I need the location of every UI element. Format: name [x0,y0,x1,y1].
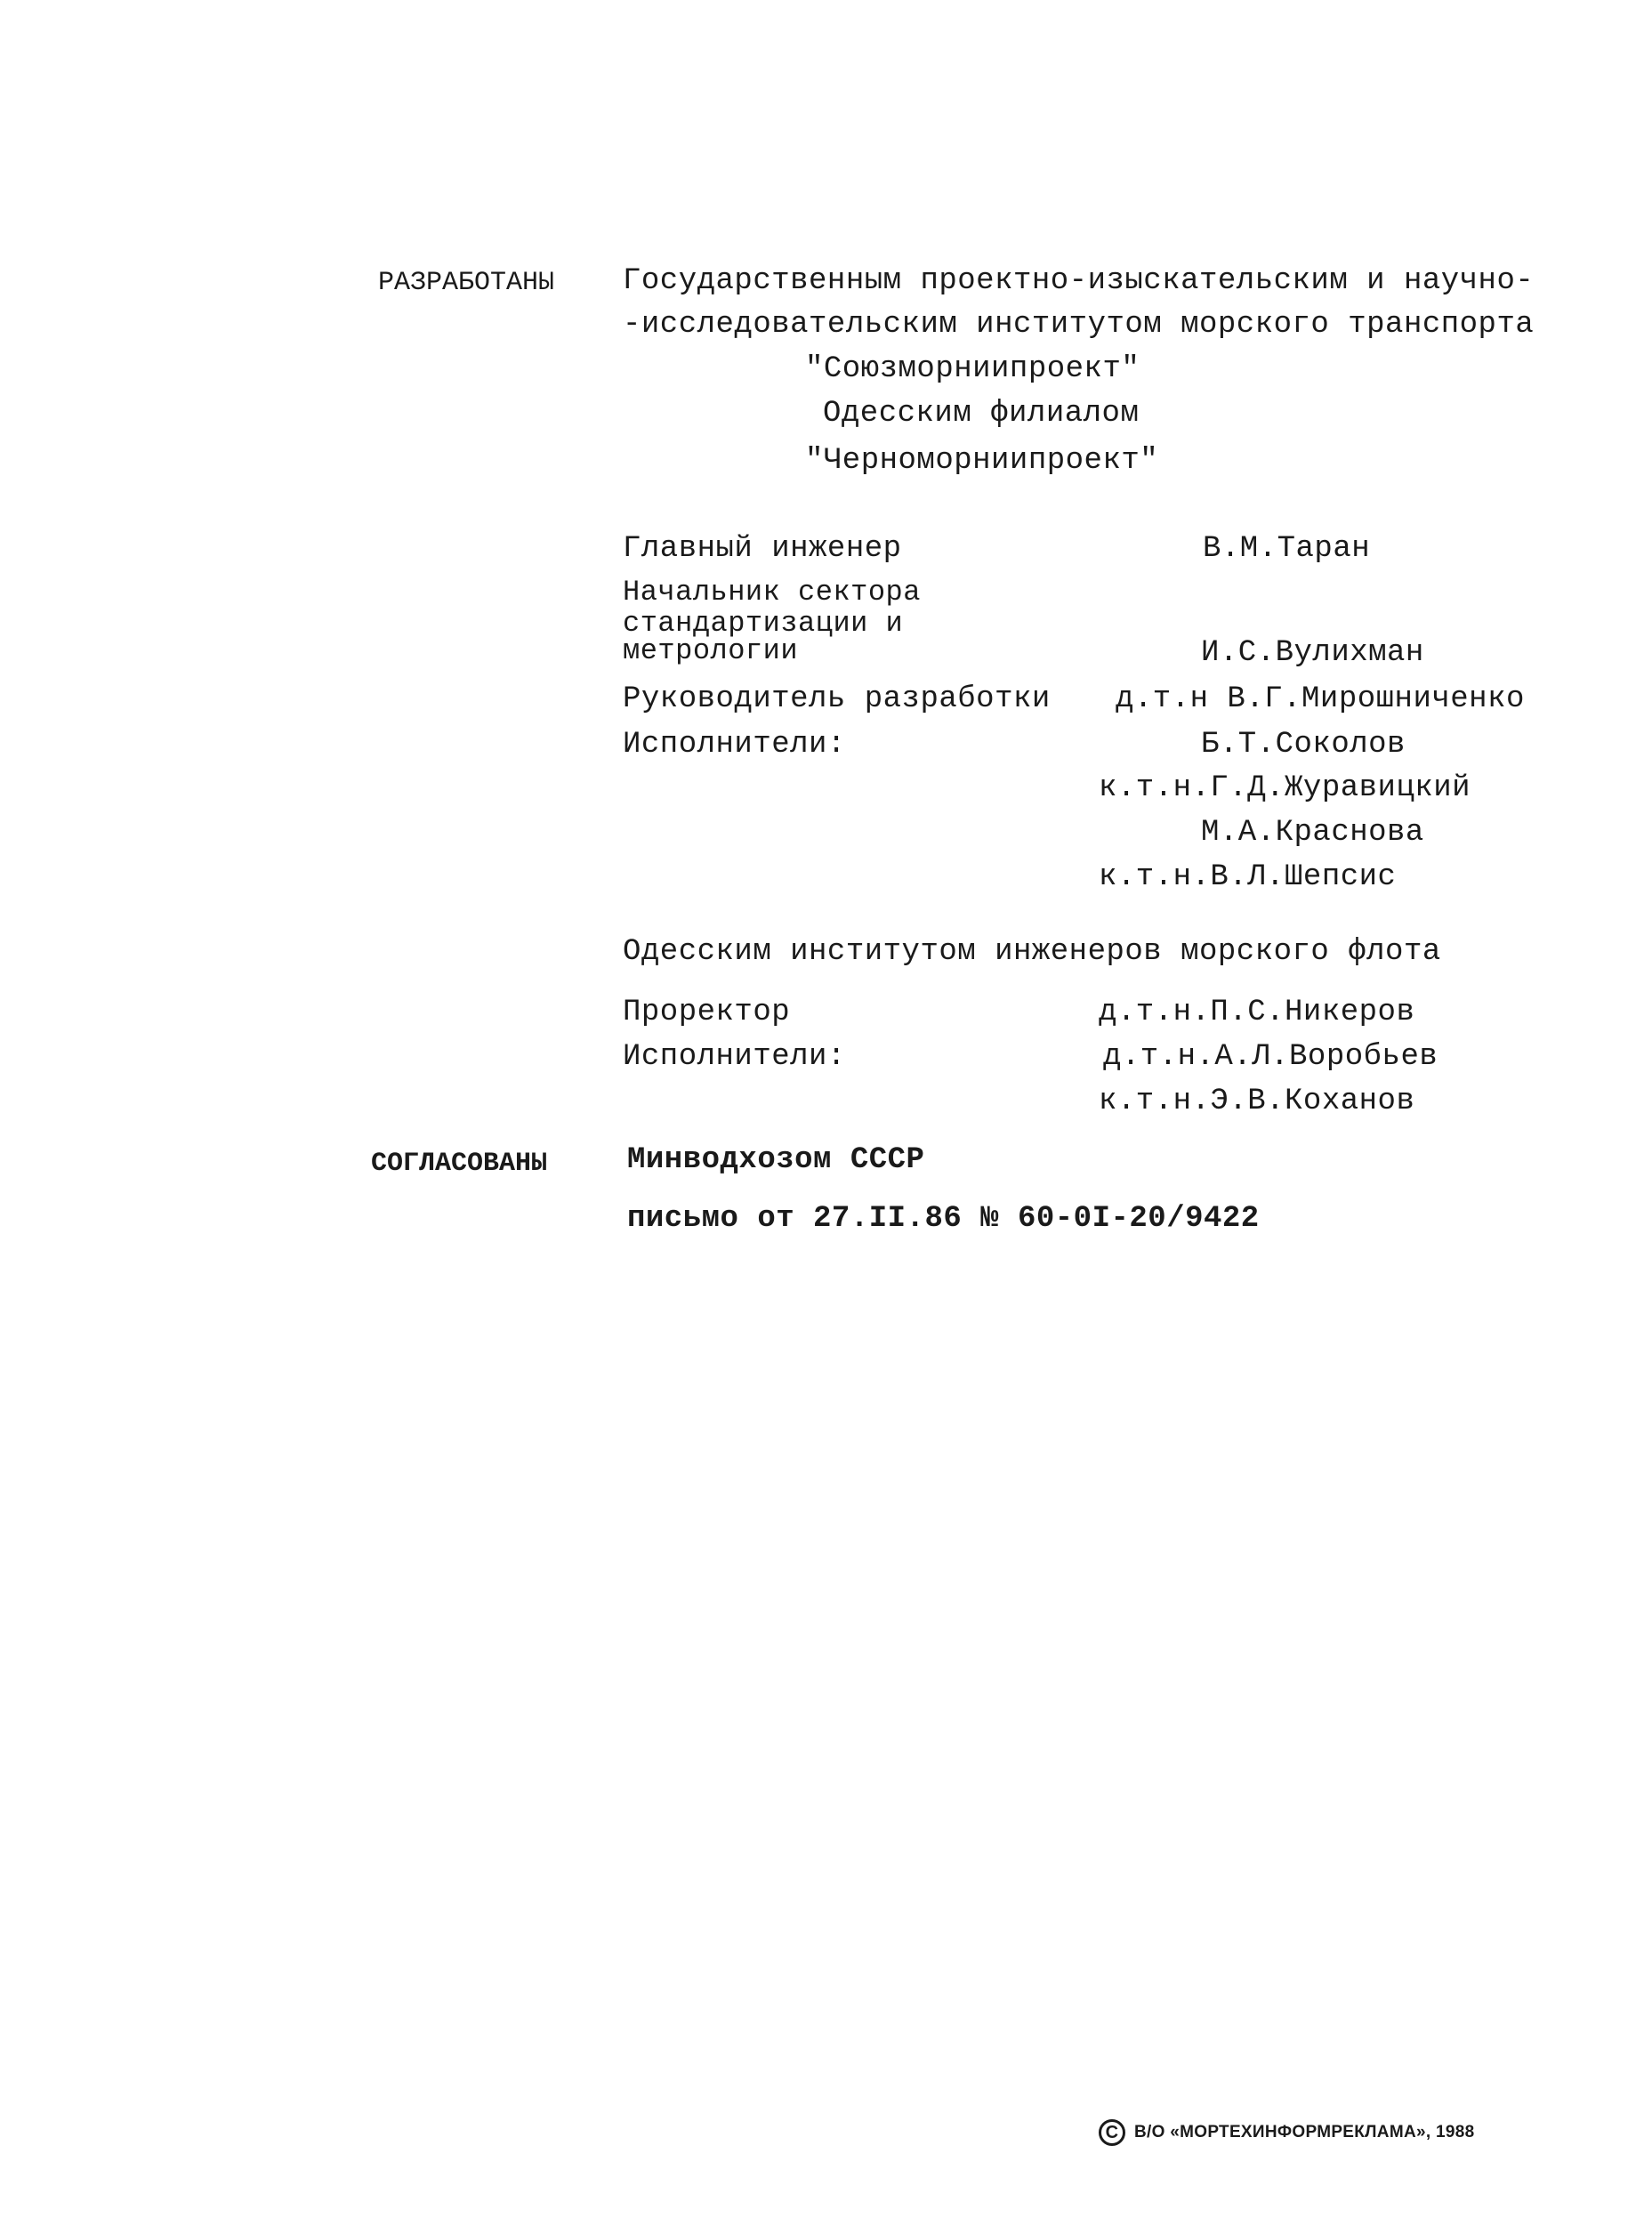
developed-org-line-5: "Черноморниипроект" [805,444,1159,478]
staff-role-chief-engineer: Главный инженер [623,532,902,566]
performer-name-3: М.А.Краснова [1201,816,1424,850]
staff-2-role-performers: Исполнители: [623,1040,846,1074]
staff-2-role-prorector: Проректор [623,996,791,1029]
developed-org-line-1: Государственным проектно-изыскательским и научно- [623,264,1535,298]
developed-org-line-3: "Союзморниипроект" [805,352,1140,386]
staff-2-name-performer-1: д.т.н.А.Л.Воробьев [1103,1040,1438,1074]
staff-name-lead-developer: д.т.н В.Г.Мирошниченко [1116,682,1525,716]
copyright-notice [1099,2119,1474,2146]
staff-2-name-prorector: д.т.н.П.С.Никеров [1099,996,1415,1029]
staff-name-performer-1: Б.Т.Соколов [1201,728,1406,762]
copyright-icon: C [1099,2119,1125,2146]
staff-name-chief-engineer: В.М.Таран [1203,532,1371,566]
performer-name-2: к.т.н.Г.Д.Журавицкий [1099,771,1471,805]
developed-label: РАЗРАБОТАНЫ [378,268,555,298]
staff-2-name-performer-2: к.т.н.Э.В.Коханов [1099,1085,1415,1118]
staff-role-sector-head-line-1: Начальник сектора [623,576,921,609]
developed-org-line-2: -исследовательским институтом морского транспорта [623,308,1535,342]
institute-2-title: Одесским институтом инженеров морского флота [623,935,1441,969]
agreed-line-1: Минводхозом СССР [627,1143,925,1177]
staff-role-sector-head-line-2: стандартизации и [623,607,904,640]
staff-name-sector-head: И.С.Вулихман [1201,636,1424,670]
staff-role-lead-developer: Руководитель разработки [623,682,1051,716]
developed-org-line-4: Одесским филиалом [823,397,1140,431]
staff-role-performers: Исполнители: [623,728,846,762]
agreed-label: СОГЛАСОВАНЫ [371,1149,548,1179]
copyright-text: В/О «МОРТЕХИНФОРМРЕКЛАМА», 1988 [1134,2123,1475,2141]
staff-role-sector-head-line-3: метрологии [623,634,799,667]
agreed-line-2: письмо от 27.II.86 № 60-0I-20/9422 [627,1202,1260,1236]
performer-name-4: к.т.н.В.Л.Шепсис [1099,860,1397,894]
